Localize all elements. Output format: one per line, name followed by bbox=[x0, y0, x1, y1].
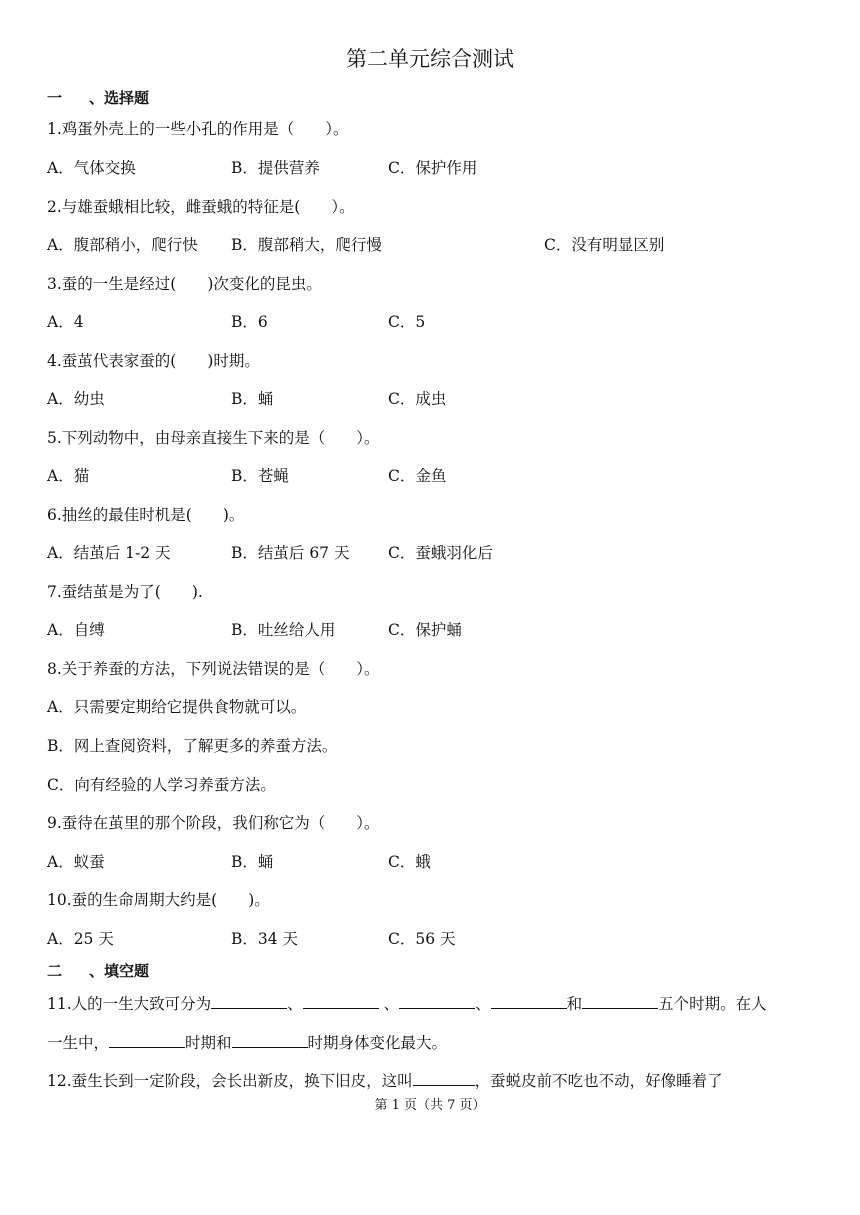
q11-line2-suffix: 时期身体变化最大。 bbox=[307, 1034, 448, 1052]
option-c: C．金鱼 bbox=[388, 467, 447, 485]
option-c: C．没有明显区别 bbox=[544, 236, 665, 254]
option-a: A．4 bbox=[47, 313, 84, 331]
option-a: A．蚁蚕 bbox=[47, 853, 105, 871]
answer-blank[interactable] bbox=[399, 993, 475, 1009]
answer-blank[interactable] bbox=[211, 993, 287, 1009]
option-b: B．蛹 bbox=[231, 390, 274, 408]
option-c: C．蚕蛾羽化后 bbox=[388, 544, 493, 562]
fill-question-11-line-2 bbox=[47, 1032, 447, 1054]
section-heading-fill bbox=[47, 960, 149, 982]
answer-blank[interactable] bbox=[303, 993, 379, 1009]
question-stem: 9.蚕待在茧里的那个阶段，我们称它为（ ）。 bbox=[47, 814, 380, 832]
question-stem: 1.鸡蛋外壳上的一些小孔的作用是（ ）。 bbox=[47, 120, 349, 138]
option-b: B．6 bbox=[231, 313, 268, 331]
option-b: B．苍蝇 bbox=[231, 467, 289, 485]
section-number: 一 bbox=[47, 89, 63, 107]
question-stem: 4.蚕茧代表家蚕的( )时期。 bbox=[47, 352, 260, 370]
question-stem: 7.蚕结茧是为了( ). bbox=[47, 583, 203, 601]
answer-blank[interactable] bbox=[232, 1032, 308, 1048]
q11-separator: 、 bbox=[475, 995, 491, 1013]
q11-and: 和 bbox=[566, 995, 583, 1013]
section-number: 二 bbox=[47, 962, 63, 980]
fill-question-11-line-1 bbox=[47, 993, 767, 1015]
q11-line2-mid: 时期和 bbox=[185, 1034, 232, 1052]
option-row bbox=[47, 157, 747, 179]
option-b: B．提供营养 bbox=[231, 159, 320, 177]
page-title: 第二单元综合测试 bbox=[346, 47, 514, 71]
option-row bbox=[47, 542, 747, 564]
option-a: A．幼虫 bbox=[47, 390, 105, 408]
option-a: A．只需要定期给它提供食物就可以。 bbox=[47, 698, 307, 716]
option-b: B．结茧后 67 天 bbox=[231, 544, 350, 562]
q12-suffix: ，蚕蜕皮前不吃也不动，好像睡着了 bbox=[474, 1072, 723, 1090]
section-heading-choice bbox=[47, 87, 149, 109]
q11-line2-prefix: 一生中， bbox=[47, 1034, 110, 1052]
question-stem: 3.蚕的一生是经过( )次变化的昆虫。 bbox=[47, 275, 322, 293]
option-a: A．结茧后 1-2 天 bbox=[47, 544, 171, 562]
option-a: A．猫 bbox=[47, 467, 90, 485]
option-b: B．34 天 bbox=[231, 930, 299, 948]
option-c: C．56 天 bbox=[388, 930, 456, 948]
q11-separator: 、 bbox=[378, 995, 400, 1013]
page-footer: 第 1 页（共 7 页） bbox=[374, 1098, 486, 1113]
option-row bbox=[47, 619, 747, 641]
question-stem: 5.下列动物中，由母亲直接生下来的是（ ）。 bbox=[47, 429, 380, 447]
q11-suffix: 五个时期。在人 bbox=[658, 995, 767, 1013]
section-title: 、选择题 bbox=[89, 89, 150, 107]
option-b: B．吐丝给人用 bbox=[231, 621, 336, 639]
q12-prefix: 12.蚕生长到一定阶段，会长出新皮，换下旧皮，这叫 bbox=[47, 1072, 413, 1090]
option-b: B．腹部稍大，爬行慢 bbox=[231, 236, 382, 254]
question-stem: 2.与雄蚕蛾相比较，雌蚕蛾的特征是( ）。 bbox=[47, 198, 355, 216]
answer-blank[interactable] bbox=[491, 993, 567, 1009]
question-stem: 8.关于养蚕的方法，下列说法错误的是（ ）。 bbox=[47, 660, 380, 678]
option-c: C．蛾 bbox=[388, 853, 431, 871]
option-b: B．蛹 bbox=[231, 853, 274, 871]
section-title: 、填空题 bbox=[89, 962, 150, 980]
answer-blank[interactable] bbox=[582, 993, 658, 1009]
option-c: C．5 bbox=[388, 313, 426, 331]
option-a: A．自缚 bbox=[47, 621, 105, 639]
q11-prefix: 11.人的一生大致可分为 bbox=[47, 995, 212, 1013]
option-c: C．向有经验的人学习养蚕方法。 bbox=[47, 776, 276, 794]
option-row bbox=[47, 311, 747, 333]
answer-blank[interactable] bbox=[413, 1070, 475, 1086]
option-row bbox=[47, 465, 747, 487]
q11-separator: 、 bbox=[287, 995, 303, 1013]
question-stem: 10.蚕的生命周期大约是( )。 bbox=[47, 891, 270, 909]
answer-blank[interactable] bbox=[109, 1032, 185, 1048]
option-row bbox=[47, 388, 747, 410]
option-a: A．气体交换 bbox=[47, 159, 136, 177]
fill-question-12-line-1 bbox=[47, 1070, 723, 1092]
option-c: C．保护作用 bbox=[388, 159, 478, 177]
question-stem: 6.抽丝的最佳时机是( )。 bbox=[47, 506, 245, 524]
option-a: A．腹部稍小，爬行快 bbox=[47, 236, 198, 254]
option-a: A．25 天 bbox=[47, 930, 114, 948]
option-b: B．网上查阅资料，了解更多的养蚕方法。 bbox=[47, 737, 338, 755]
option-c: C．保护蛹 bbox=[388, 621, 462, 639]
option-row bbox=[47, 234, 747, 256]
option-row bbox=[47, 851, 747, 873]
option-c: C．成虫 bbox=[388, 390, 447, 408]
option-row bbox=[47, 928, 747, 950]
